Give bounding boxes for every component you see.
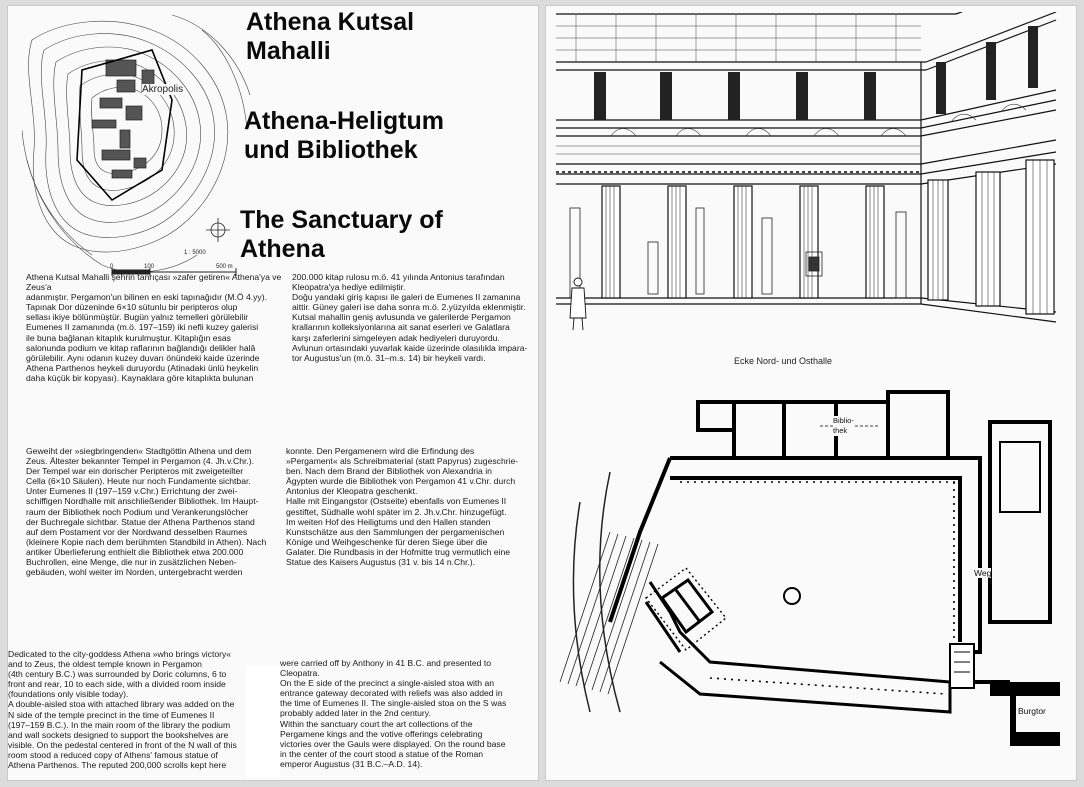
stoa-perspective-drawing: [556, 12, 1060, 352]
map-label-akropolis: Akropolis: [142, 84, 184, 95]
text-german-col1: Geweiht der »siegbringenden« Stadtgöttin Athena und dem Zeus. Ältester bekannter Tempel in Pergamon (4. Jh.v.Chr.). Der Tempel war ein dorischer Peripteros mit zweigeteilter Cella (6×10 Säulen). Heute nur noch Fundamente sichtbar. Unter Eumenes II (197–159 v.Chr.) Errichtung der zwei- schiffigen Nordhalle mit anschließender Bibliothek. Im Haupt- raum der Bibliothek noch Podium und Verankerungslöcher der Buchregale sichtbar. Statue der Athena Parthenos stand auf dem Postament vor der Nordwand desselben Raumes (kleinere Kopie nach dem berühmten Standbild in Athen). Nach antiker Überlieferung enthielt die Bibliothek etwa 200.000 Buchrollen, eine Menge, die nur in zusätzlichen Neben- gebäuden, wohl weiter im Norden, untergebracht werden: [26, 446, 267, 578]
map-scale-tick-0: 0: [110, 264, 114, 270]
text-english-col2: were carried off by Anthony in 41 B.C. and presented to Cleopatra. On the E side of the precinct a single-aisled stoa with an entrance gateway decorated with reliefs was also added in the time of Eumenes II. The single-aisled stoa on the S was probably added later in the 2nd century. Within the sanctuary court the art collections of the Pergamene kings and the votive offerings celebrating victories over the Gauls were displayed. On the round base in the center of the court stood a statue of the Roman emperor Augustus (31 B.C.–A.D. 14).: [280, 658, 507, 769]
map-scale-tick-500: 500 m: [216, 264, 233, 270]
illustration-caption: Ecke Nord- und Osthalle: [734, 356, 833, 366]
blank-patch: [246, 666, 280, 778]
left-panel: [8, 6, 538, 780]
gateway: [950, 644, 974, 688]
plan-label-burgtor: Burgtor: [1018, 706, 1046, 716]
text-english-col1: Dedicated to the city-goddess Athena »who brings victory« and to Zeus, the oldest temple known in Pergamon (4th century B.C.) was surrounded by Doric columns, 6 to front and rear, 10 to each side, with a divided room inside (foundations only visible today). A double-aisled stoa with attached library was added on the N side of the temple precinct in the time of Eumenes II (197–159 B.C.). In the main room of the library the podium and wall sockets designed to support the bookshelves are visible. On the pedestal centered in front of the N wall of this room stood a reduced copy of Athens' famous statue of Athena Parthenos. The reputed 200,000 scrolls kept here: [8, 649, 237, 771]
map-scale-tick-100: 100: [144, 264, 155, 270]
round-base: [784, 588, 800, 604]
north-arrow-icon: [206, 218, 230, 242]
arena-hatching: [560, 472, 658, 712]
human-figure-icon: [570, 278, 586, 330]
site-plan: [550, 382, 1070, 772]
map-scale-ratio: 1 : 5000: [184, 250, 206, 256]
text-turkish-col1: Athena Kutsal Mahalli şehrin tanrıçası »zafer getiren« Athena'ya ve Zeus'a adanmıştır. Pergamon'un bilinen en eski tapınağıdır (M.Ö 4.yy). Tapınak Dor düzeninde 6×10 sütunlu bir peripteros olup sellası ikiye bölünmüştür. Bugün yalnız temelleri görülebilir Eumenes II zamanında (m.ö. 197–159) iki nefli kuzey galerisi ile buna bağlanan kitaplık kurulmuştur. Kitaplığın esas salonunda podium ve kitap raflarının bağlandığı delikler halâ görülebilir. Aynı odanın kuzey duvarı önündeki kaide üzerinde Athena Parthenos heykeli duruyordu (Atinadaki ünlü heykelin daha küçük bir kopyası). Kaynaklara göre kitaplıkta bulunan: [26, 272, 282, 383]
title-english: The Sanctuary of Athena: [240, 206, 443, 263]
text-turkish-col2: 200.000 kitap rulosu m.ö. 41 yılında Antonius tarafından Kleopatra'ya hediye edilmiştir. Doğu yandaki giriş kapısı ile galeri de Eumenes II zamanına aittir. Güney galeri ise daha sonra m.ö. 2.yüzyılda eklenmiştir. Kutsal mahallin geniş avlusunda ve galerilerde Pergamon krallarının kolleksiyonlarına ait sanat eserleri ve Galatlara karşı zaferlerini simgeleyen adak hediyeleri duruyordu. Avlunun ortasındaki yuvarlak kaide üzerinde olasılıkla impara- tor Augustus'un (m.ö. 31–m.s. 14) bir heykeli vardı.: [292, 272, 528, 363]
acropolis-map: [22, 10, 252, 280]
plan-label-bibliothek: Biblio- thek: [833, 416, 854, 435]
title-turkish: Athena Kutsal Mahalli: [246, 8, 415, 65]
right-panel: [546, 6, 1076, 780]
text-german-col2: konnte. Den Pergamenern wird die Erfindung des »Pergament« als Schreibmaterial (statt Papyrus) zugeschrie- ben. Nach dem Brand der Bibliothek von Alexandria in Ägypten wurde die Bibliothek von Pergamon 41 v.Chr. durch Antonius der Kleopatra geschenkt. Halle mit Eingangstor (Ostseite) ebenfalls von Eumenes II gestiftet, Südhalle wohl später im 2. Jh.v.Chr. hinzugefügt. Im weiten Hof des Heiligtums und den Hallen standen Kunstschätze aus den Sammlungen der pergamenischen Könige und Weihgeschenke für deren Siege über die Galater. Die Rundbasis in der Hofmitte trug vermutlich eine Statue des Kaisers Augustus (31 v. bis 14 n.Chr.).: [286, 446, 519, 568]
title-german: Athena-Heligtum und Bibliothek: [244, 107, 444, 164]
plan-label-weg: Weg: [974, 568, 992, 578]
